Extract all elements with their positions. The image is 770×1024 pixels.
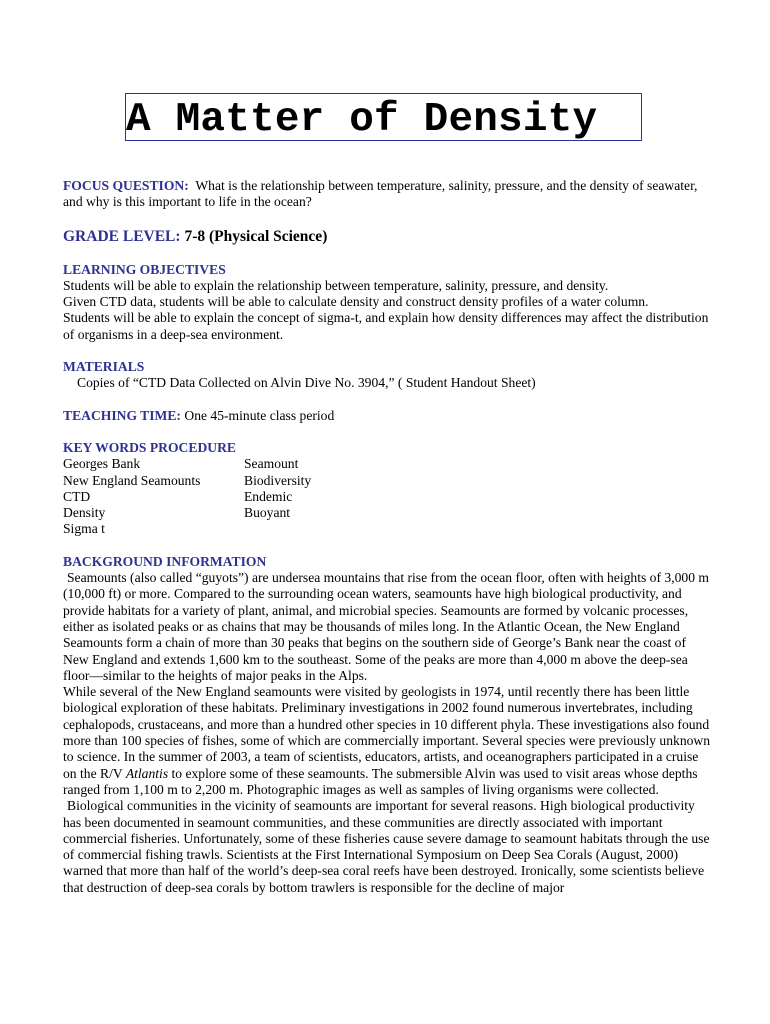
key-word: Buoyant [244, 505, 291, 521]
document-body [63, 178, 713, 896]
grade-level-heading: GRADE LEVEL: [63, 227, 181, 245]
teaching-time-heading: TEACHING TIME: [63, 407, 181, 423]
background-paragraph-3: Biological communities in the vicinity of seamounts are important for several reasons. High biological productivity has been documented in seamount communities, and these communities are directly associated with important commercial fisheries. Unfortunately, some of these fisheries cause severe damage to seamount habitats through the use of commercial fishing trawls. Scientists at the First International Symposium on Deep Sea Corals (August, 2000) warned that more than half of the world’s deep-sea coral reefs have been destroyed. Ironically, some scientists believe that destruction of deep-sea corals by bottom trawlers is responsible for the decline of major [63, 798, 710, 895]
key-words-heading: KEY WORDS PROCEDURE [63, 439, 236, 455]
key-word: Georges Bank [63, 456, 141, 472]
teaching-time-value: One 45-minute class period [184, 407, 335, 423]
grade-level [63, 228, 713, 246]
background-paragraph-2-start: While several of the New England seamounts were visited by geologists in 1974, until recently there has been little biological exploration of these habitats. Preliminary investigations in 2002 found numerous invertebrates, including cephalopods, crustaceans, and more than a hundred other species in 10 different phyla. These investigations also found more than 100 species of fishes, some of which are commercially important. Several species were previously unknown to science. In the summer of 2003, a team of scientists, educators, artists, and oceanographers participated in a cruise on the R/V [63, 684, 711, 781]
key-word: Sigma t [63, 521, 105, 537]
background-paragraph-2 [63, 684, 713, 798]
objective-line: Students will be able to explain the concept of sigma-t, and explain how density differences may affect the distribution of organisms in a deep-sea environment. [63, 310, 709, 342]
materials-heading: MATERIALS [63, 359, 145, 375]
key-word: New England Seamounts [63, 472, 201, 488]
ship-name: Atlantis [125, 765, 169, 781]
page-title: A Matter of Density [126, 97, 598, 143]
key-word: Density [63, 505, 106, 521]
objective-line: Given CTD data, students will be able to calculate density and construct density profiles of a water column. [63, 294, 649, 310]
title-box [125, 93, 642, 141]
learning-objectives [63, 262, 713, 343]
grade-level-value: 7-8 (Physical Science) [184, 227, 328, 245]
focus-question [63, 178, 713, 211]
materials [63, 359, 713, 392]
key-words-grid [63, 456, 713, 537]
key-word: CTD [63, 488, 91, 504]
background-paragraph-2-end: to explore some of these seamounts. The submersible Alvin was used to visit areas whose depths ranged from 1,100 m to 2,200 m. Photographic images as well as samples of living organisms were collected. [63, 765, 698, 797]
key-words [63, 440, 713, 538]
focus-question-text: What is the relationship between temperature, salinity, pressure, and the density of seawater, and why is this important to life in the ocean? [63, 178, 698, 210]
background-paragraph-1: Seamounts (also called “guyots”) are undersea mountains that rise from the ocean floor, often with heights of 3,000 m (10,000 ft) or more. Compared to the surrounding ocean waters, seamounts have high biological productivity, and provide habitats for a variety of plant, animal, and microbial species. Seamounts are formed by volcanic processes, either as isolated peaks or as chains that may be thousands of miles long. In the Atlantic Ocean, the New England Seamounts form a chain of more than 30 peaks that begins on the southern side of George’s Bank near the coast of New England and extends 1,600 km to the southeast. Some of the peaks are more than 4,000 m above the deep-sea floor—similar to the heights of major peaks in the Alps. [63, 570, 709, 683]
objective-line: Students will be able to explain the relationship between temperature, salinity, pressure, and density. [63, 277, 609, 293]
materials-item: Copies of “CTD Data Collected on Alvin Dive No. 3904,” ( Student Handout Sheet) [77, 375, 536, 391]
teaching-time [63, 408, 713, 424]
key-word: Seamount [244, 456, 299, 472]
learning-objectives-heading: LEARNING OBJECTIVES [63, 261, 226, 277]
background-information [63, 554, 713, 896]
focus-question-heading: FOCUS QUESTION: [63, 178, 189, 193]
key-word: Biodiversity [244, 472, 312, 488]
key-word: Endemic [244, 488, 293, 504]
background-heading: BACKGROUND INFORMATION [63, 553, 267, 569]
